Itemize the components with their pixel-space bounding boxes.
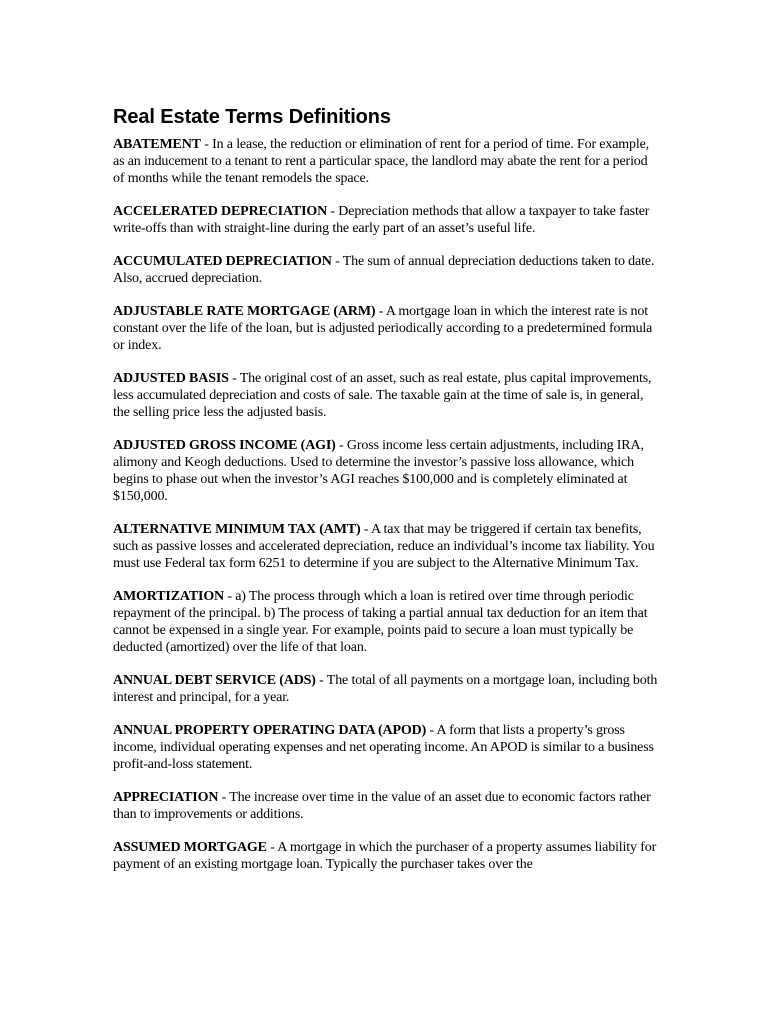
term-name: ADJUSTED GROSS INCOME (AGI)	[113, 438, 336, 453]
term-name: ADJUSTABLE RATE MORTGAGE (ARM)	[113, 304, 376, 319]
definition-entry	[113, 437, 658, 505]
term-definition: - In a lease, the reduction or elimination of rent for a period of time. For example, as an inducement to a tenant to rent a particular space, the landlord may abate the rent for a period of months while the tenant remodels the space.	[113, 137, 650, 186]
term-definition: - The sum of annual depreciation deductions taken to date. Also, accrued depreciation.	[113, 254, 655, 286]
definition-entry	[113, 672, 658, 706]
term-definition: - A mortgage loan in which the interest rate is not constant over the life of the loan, but is adjusted periodically according to a predetermined formula or index.	[113, 304, 653, 353]
page-title: Real Estate Terms Definitions	[113, 106, 391, 128]
definition-entry	[113, 789, 658, 823]
term-definition: - The original cost of an asset, such as real estate, plus capital improvements, less accumulated depreciation and costs of sale. The taxable gain at the time of sale is, in general, the selling price less the adjusted basis.	[113, 371, 652, 420]
definition-entry	[113, 521, 658, 572]
term-definition: - Gross income less certain adjustments, including IRA, alimony and Keogh deductions. Used to determine the investor’s passive loss allowance, which begins to phase out when the investor’s AGI reaches $100,000 and is completely eliminated at $150,000.	[113, 438, 644, 504]
document-page	[113, 104, 658, 889]
term-name: ABATEMENT	[113, 137, 201, 152]
term-name: AMORTIZATION	[113, 589, 225, 604]
term-name: APPRECIATION	[113, 790, 219, 805]
term-name: ASSUMED MORTGAGE	[113, 840, 267, 855]
definition-entry	[113, 839, 658, 873]
definition-entry	[113, 370, 658, 421]
term-definition: - A tax that may be triggered if certain tax benefits, such as passive losses and accelerated depreciation, reduce an individual’s income tax liability. You must use Federal tax form 6251 to determine if you are subject to the Alternative Minimum Tax.	[113, 522, 655, 571]
term-definition: - A mortgage in which the purchaser of a property assumes liability for payment of an existing mortgage loan. Typically the purchaser takes over the	[113, 840, 657, 872]
definition-entry	[113, 253, 658, 287]
term-name: ALTERNATIVE MINIMUM TAX (AMT)	[113, 522, 361, 537]
definition-entry	[113, 136, 658, 187]
term-name: ANNUAL PROPERTY OPERATING DATA (APOD)	[113, 723, 427, 738]
term-definition: - Depreciation methods that allow a taxpayer to take faster write-offs than with straight-line during the early part of an asset’s useful life.	[113, 204, 650, 236]
definition-entry	[113, 588, 658, 656]
term-name: ANNUAL DEBT SERVICE (ADS)	[113, 673, 316, 688]
term-definition: - The total of all payments on a mortgage loan, including both interest and principal, for a year.	[113, 673, 658, 705]
term-name: ADJUSTED BASIS	[113, 371, 229, 386]
term-definition: - A form that lists a property’s gross income, individual operating expenses and net operating income. An APOD is similar to a business profit-and-loss statement.	[113, 723, 654, 772]
definition-entry	[113, 722, 658, 773]
term-name: ACCELERATED DEPRECIATION	[113, 204, 328, 219]
term-definition: - a) The process through which a loan is retired over time through periodic repayment of the principal. b) The process of taking a partial annual tax deduction for an item that cannot be expensed in a single year. For example, points paid to secure a loan must typically be deducted (amortized) over the life of that loan.	[113, 589, 648, 655]
term-name: ACCUMULATED DEPRECIATION	[113, 254, 332, 269]
term-definition: - The increase over time in the value of an asset due to economic factors rather than to improvements or additions.	[113, 790, 651, 822]
definition-entry	[113, 303, 658, 354]
definition-entry	[113, 203, 658, 237]
